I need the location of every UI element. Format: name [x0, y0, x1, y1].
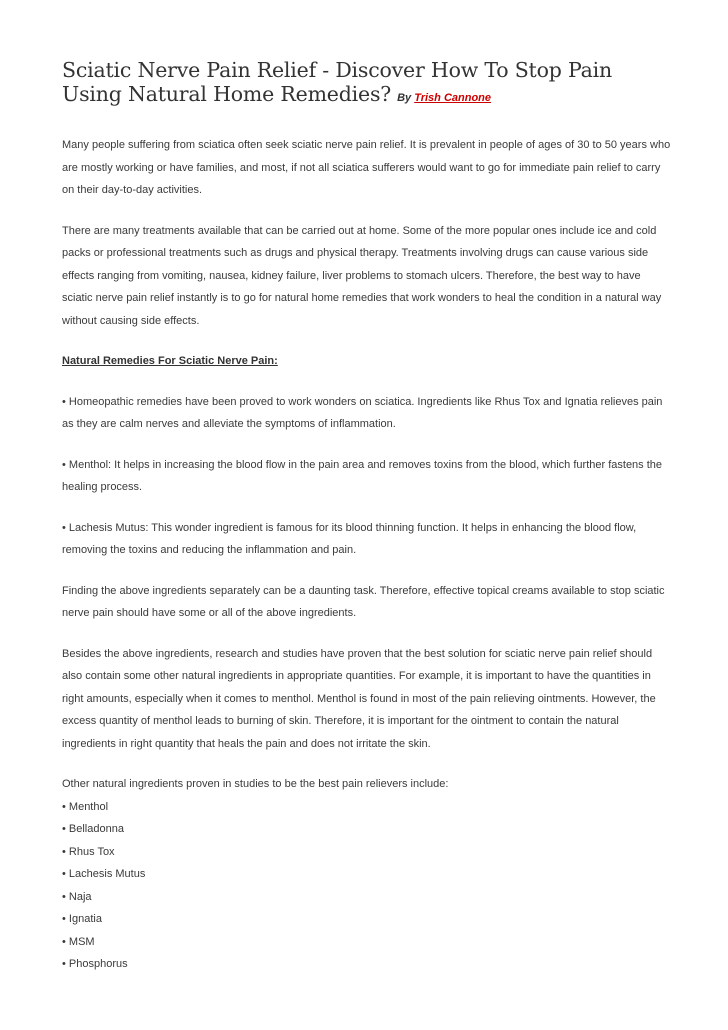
list-item: • Ignatia [62, 913, 102, 925]
list-item: • Phosphorus [62, 958, 128, 970]
remedy-paragraph: • Menthol: It helps in increasing the blood flow in the pain area and removes toxins from the blood, which further fastens the healing process. [62, 458, 663, 493]
byline-prefix: By [397, 92, 412, 104]
list-item: • Belladonna [62, 823, 124, 835]
remedy-paragraph: Finding the above ingredients separately can be a daunting task. Therefore, effective topical creams available to stop sciatic nerve pain should have some or all of the above ingredients. [62, 584, 665, 619]
list-item: • MSM [62, 935, 95, 948]
list-item: • Lachesis Mutus [62, 868, 146, 880]
list-item: • Naja [62, 890, 92, 903]
page-title [62, 58, 672, 110]
remedy-paragraph: • Lachesis Mutus: This wonder ingredient is famous for its blood thinning function. It helps in enhancing the blood flow, removing the toxins and reducing the inflammation and pain. [62, 521, 637, 556]
document-page [62, 58, 672, 976]
remedy-paragraph: • Homeopathic remedies have been proved to work wonders on sciatica. Ingredients like Rhus Tox and Ignatia relieves pain as they are calm nerves and alleviate the symptoms of inflammation. [62, 395, 663, 430]
section-heading: Natural Remedies For Sciatic Nerve Pain: [62, 355, 278, 367]
intro-paragraph: There are many treatments available that can be carried out at home. Some of the more popular ones include ice and cold packs or professional treatments such as drugs and physical therapy. Treatments involving drugs can cause various side effects ranging from vomiting, nausea, kidney failure, liver problems to stomach ulcers. Therefore, the best way to have sciatic nerve pain relief instantly is to go for natural home remedies that work wonders to heal the condition in a natural way without causing side effects. [62, 224, 662, 327]
ingredients-intro: Other natural ingredients proven in studies to be the best pain relievers include: [62, 778, 449, 790]
intro-paragraph: Many people suffering from sciatica often seek sciatic nerve pain relief. It is prevalent in people of ages of 30 to 50 years who are mostly working or have families, and most, if not all sciatica sufferers would want to go for immediate pain relief to carry on their day-to-day activities. [62, 139, 671, 196]
list-item: • Menthol [62, 800, 109, 813]
list-item: • Rhus Tox [62, 845, 115, 858]
ingredients-list [62, 796, 672, 976]
author-link[interactable]: Trish Cannone [414, 92, 491, 104]
byline [397, 92, 491, 104]
remedy-paragraph: Besides the above ingredients, research and studies have proven that the best solution for sciatic nerve pain relief should also contain some other natural ingredients in appropriate quantities. For example, it is important to have the quantities in right amounts, especially when it comes to menthol. Menthol is found in most of the pain relieving ointments. However, the excess quantity of menthol leads to burning of skin. Therefore, it is important for the ointment to contain the natural ingredients in right quantity that heals the pain and does not irritate the skin. [62, 647, 656, 750]
title-text: Sciatic Nerve Pain Relief - Discover How To Stop Pain Using Natural Home Remedies? [62, 58, 613, 106]
